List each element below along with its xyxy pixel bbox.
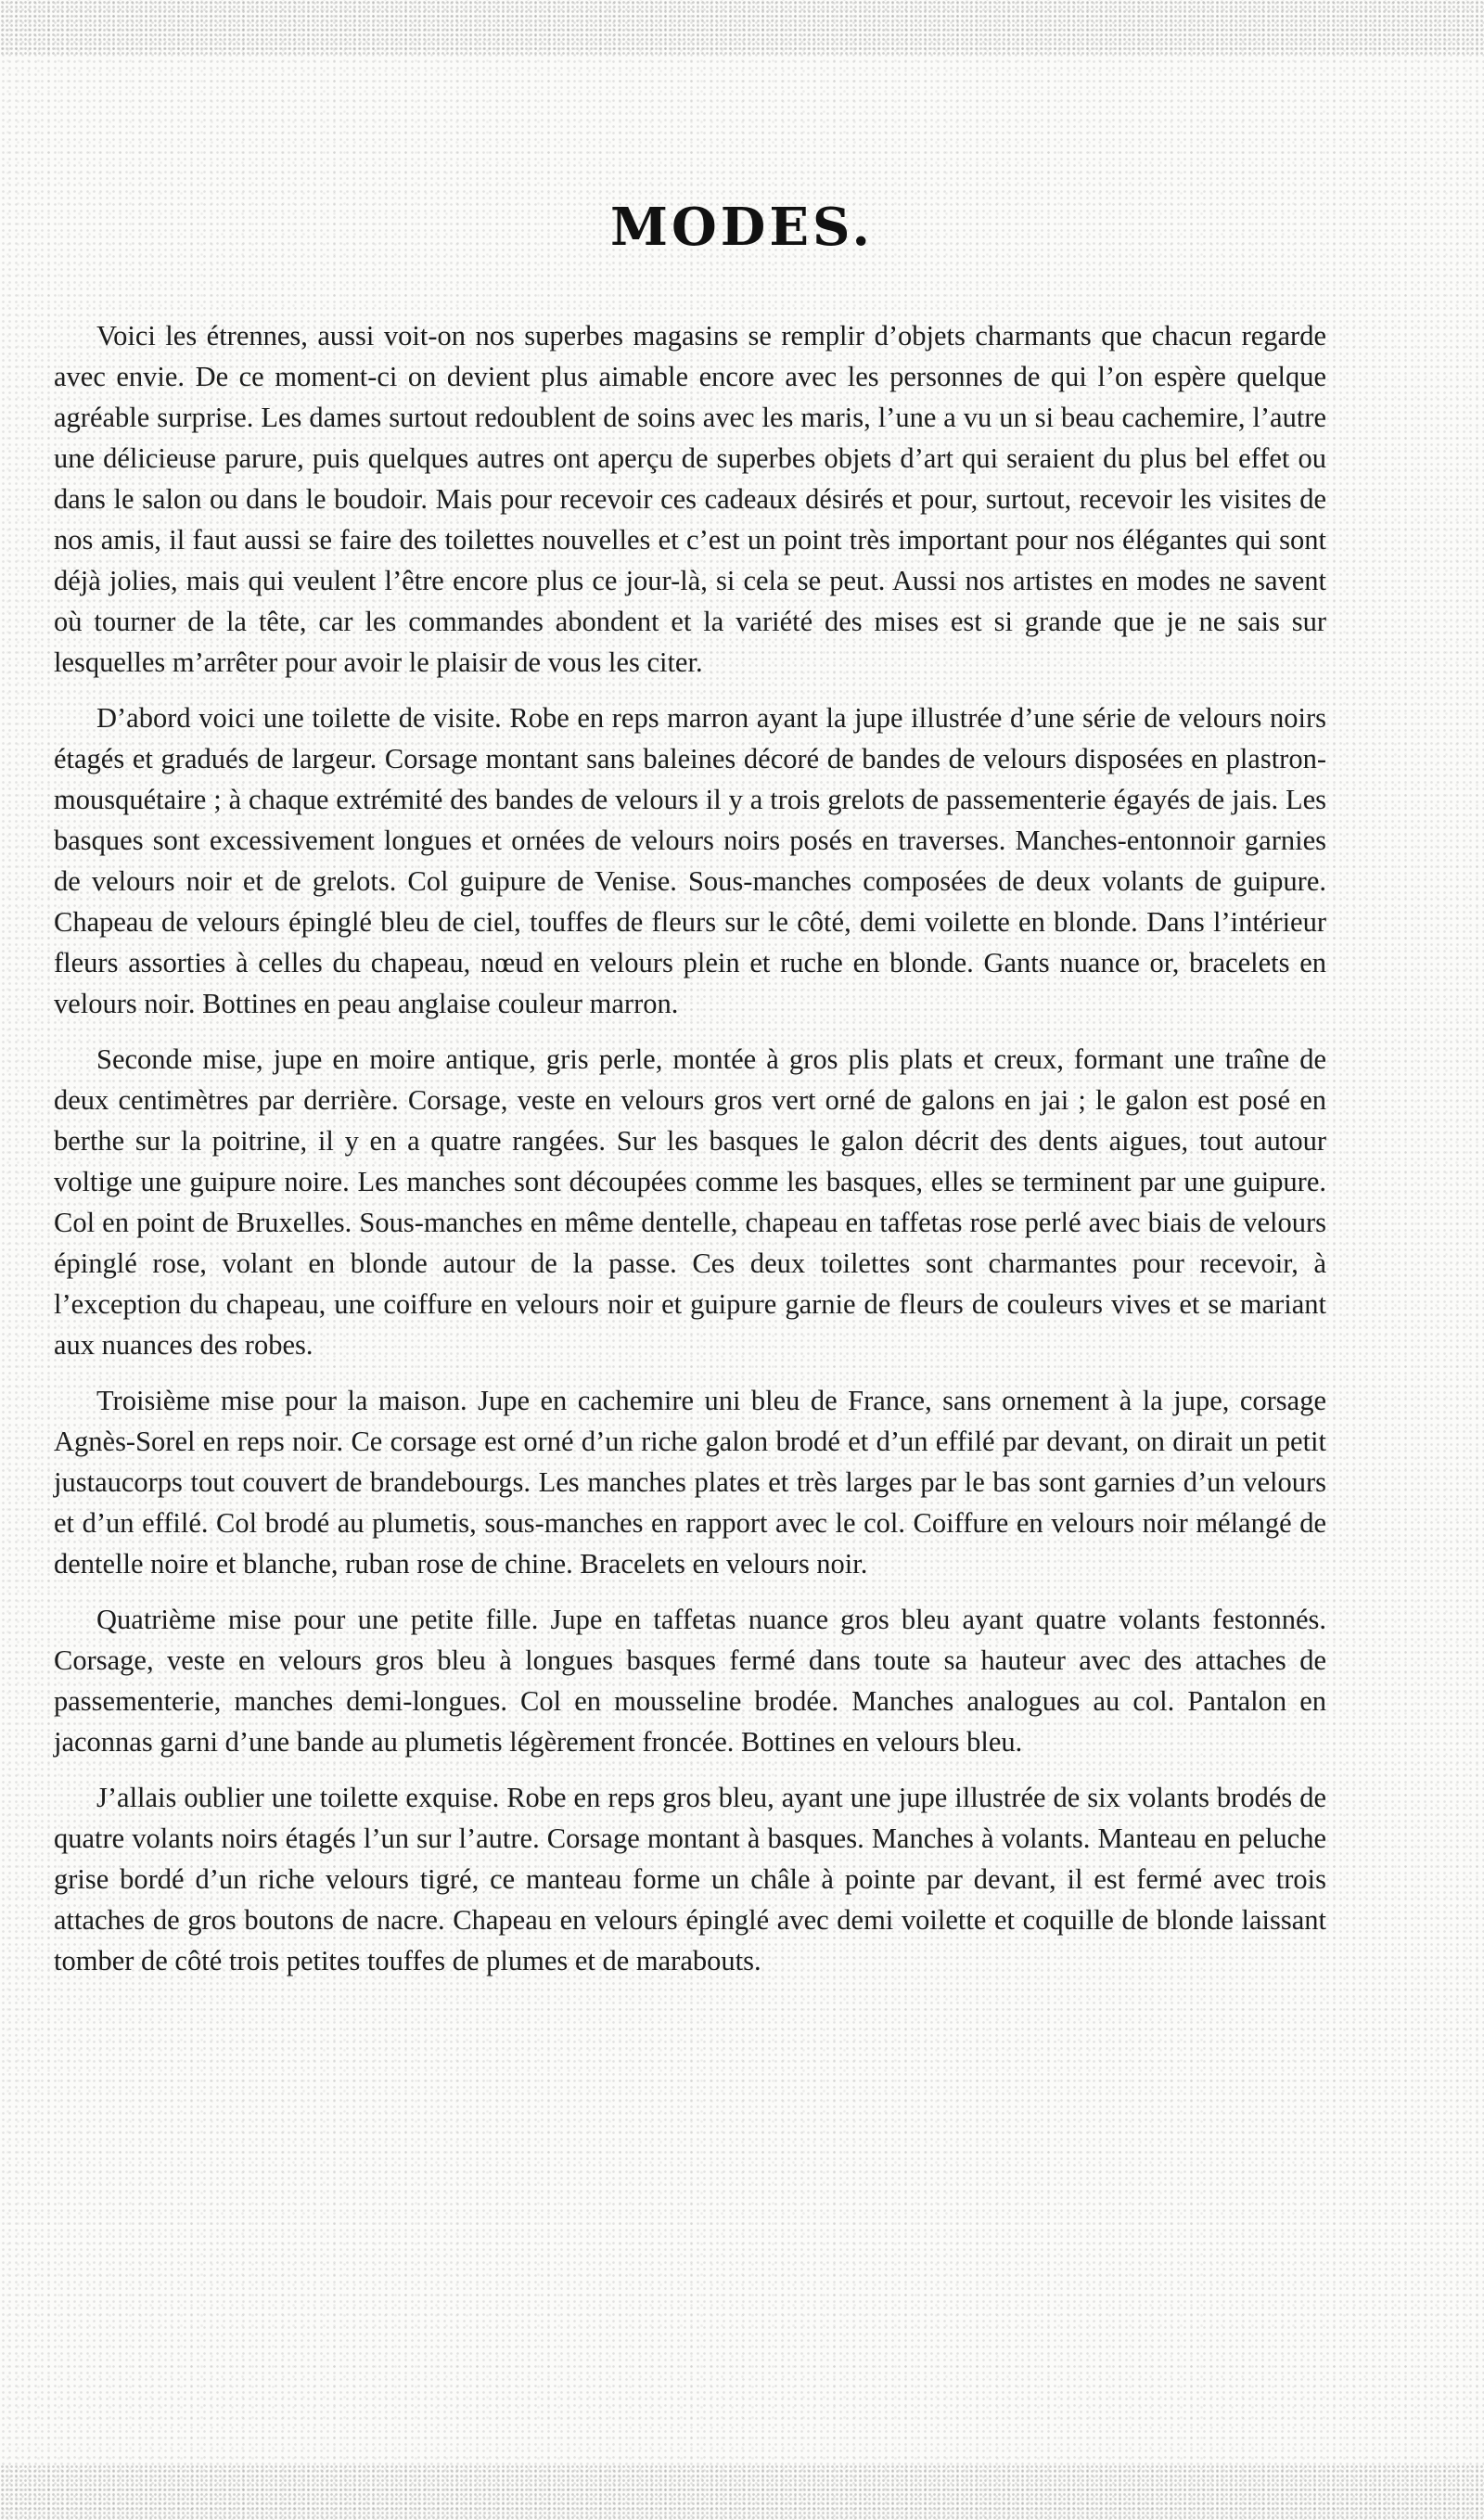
paragraph: D’abord voici une toilette de visite. Robe en reps marron ayant la jupe illustrée d’une série de velours noirs étagés et gradués de largeur. Corsage montant sans baleines décoré de bandes de velours disposées en plastron-mousquétaire ; à chaque extrémité des bandes de velours il y a trois grelots de passementerie égayés de jais. Les basques sont excessivement longues et ornées de velours noirs posés en traverses. Manches-entonnoir garnies de velours noir et de grelots. Col guipure de Venise. Sous-manches composées de deux volants de guipure. Chapeau de velours épinglé bleu de ciel, touffes de fleurs sur le côté, demi voilette en blonde. Dans l’intérieur fleurs assorties à celles du chapeau, nœud en velours plein et ruche en blonde. Gants nuance or, bracelets en velours noir. Bottines en peau anglaise couleur marron. (54, 702, 1326, 1019)
page-title: MODES. (610, 197, 874, 258)
paragraph: Seconde mise, jupe en moire antique, gris perle, montée à gros plis plats et creux, formant une traîne de deux centimètres par derrière. Corsage, veste en velours gros vert orné de galons en jai ; le galon est posé en berthe sur la poitrine, il y en a quatre rangées. Sur les basques le galon décrit des dents aigues, tout autour voltige une guipure noire. Les manches sont découpées comme les basques, elles se terminent par une guipure. Col en point de Bruxelles. Sous-manches en même dentelle, chapeau en taffetas rose perlé avec biais de velours épinglé rose, volant en blonde autour de la passe. Ces deux toilettes sont charmantes pour recevoir, à l’exception du chapeau, une coiffure en velours noir et guipure garnie de fleurs de couleurs vives et se mariant aux nuances des robes. (54, 1043, 1326, 1361)
paragraph: J’allais oublier une toilette exquise. Robe en reps gros bleu, ayant une jupe illustrée de six volants brodés de quatre volants noirs étagés l’un sur l’autre. Corsage montant à basques. Manches à volants. Manteau en peluche grise bordé d’un riche velours tigré, ce manteau forme un châle à pointe par devant, il est fermé avec trois attaches de gros boutons de nacre. Chapeau en velours épinglé avec demi voilette et coquille de blonde laissant tomber de côté trois petites touffes de plumes et de marabouts. (54, 1782, 1326, 1976)
scan-noise-bottom (0, 2464, 1484, 2520)
paragraph: Quatrième mise pour une petite fille. Jupe en taffetas nuance gros bleu ayant quatre volants festonnés. Corsage, veste en velours gros bleu à longues basques fermé dans toute sa hauteur avec des attaches de passementerie, manches demi-longues. Col en mousseline brodée. Manches analogues au col. Pantalon en jaconnas garni d’une bande au plumetis légèrement froncée. Bottines en velours bleu. (54, 1604, 1326, 1758)
paragraph: Troisième mise pour la maison. Jupe en cachemire uni bleu de France, sans ornement à la jupe, corsage Agnès-Sorel en reps noir. Ce corsage est orné d’un riche galon brodé et d’un effilé par devant, on dirait un petit justaucorps tout couvert de brandebourgs. Les manches plates et très larges par le bas sont garnies d’un velours et d’un effilé. Col brodé au plumetis, sous-manches en rapport avec le col. Coiffure en velours noir mélangé de dentelle noire et blanche, ruban rose de chine. Bracelets en velours noir. (54, 1385, 1326, 1580)
article-body (54, 315, 1326, 1996)
scan-noise-top (0, 0, 1484, 56)
paragraph: Voici les étrennes, aussi voit-on nos superbes magasins se remplir d’objets charmants que chacun regarde avec envie. De ce moment-ci on devient plus aimable encore avec les personnes de qui l’on espère quelque agréable surprise. Les dames surtout redoublent de soins avec les maris, l’une a vu un si beau cachemire, l’autre une délicieuse parure, puis quelques autres ont aperçu de superbes objets d’art qui seraient du plus bel effet ou dans le salon ou dans le boudoir. Mais pour recevoir ces cadeaux désirés et pour, surtout, recevoir les visites de nos amis, il faut aussi se faire des toilettes nouvelles et c’est un point très important pour nos élégantes qui sont déjà jolies, mais qui veulent l’être encore plus ce jour-là, si cela se peut. Aussi nos artistes en modes ne savent où tourner de la tête, car les commandes abondent et la variété des mises est si grande que je ne sais sur lesquelles m’arrêter pour avoir le plaisir de vous les citer. (54, 320, 1326, 678)
